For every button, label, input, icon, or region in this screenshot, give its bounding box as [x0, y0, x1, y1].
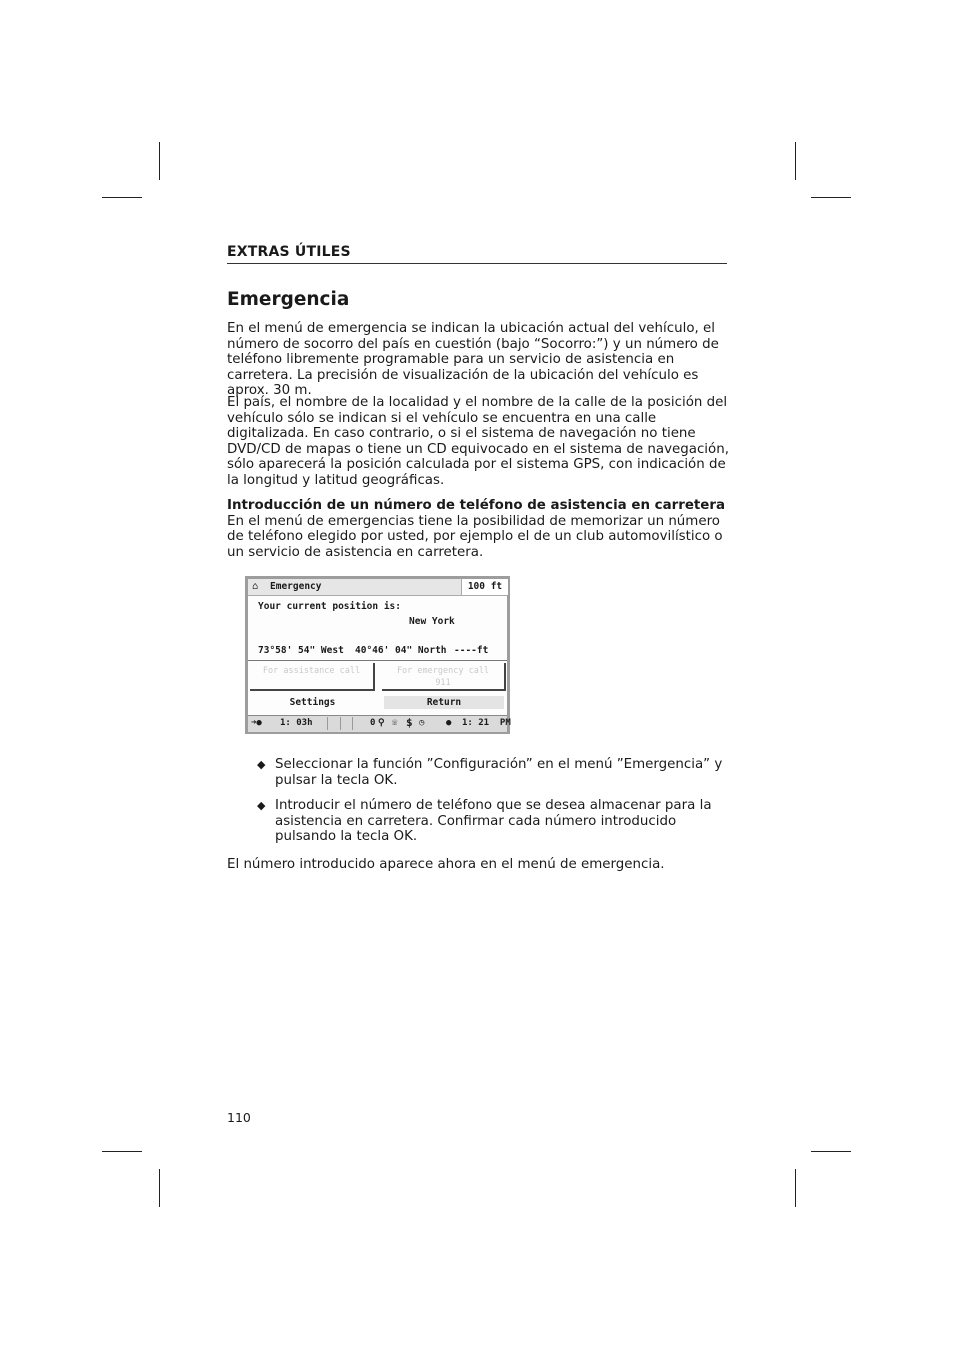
emergency-call-label: For emergency call: [396, 666, 490, 676]
crop-mark: [102, 197, 142, 198]
latitude-value: 40°46' 04" North: [355, 645, 447, 656]
screen-divider: [248, 660, 507, 661]
paragraph-3: [227, 498, 737, 560]
emergency-number: 911: [435, 678, 451, 688]
crop-mark: [102, 1151, 142, 1152]
return-option[interactable]: Return: [384, 696, 504, 709]
phone-icon: ☏: [392, 718, 398, 728]
crop-mark: [159, 142, 160, 180]
list-item: [257, 798, 737, 845]
paragraph-text: El país, el nombre de la localidad y el nombre de la calle de la posición del vehículo sólo se indican si el vehículo se encuentra en una calle digitalizada. En caso contrario, o si el sistema de navegación no tiene DVD/CD de mapas o tiene un CD equivocado en el sistema de navegación, sólo aparecerá la posición calculada por el sistema GPS, con indicación de la longitud y latitud geográficas.: [227, 395, 729, 488]
assistance-call-label: For assistance call: [262, 666, 361, 676]
crop-mark: [811, 197, 851, 198]
paragraph-text: En el menú de emergencias tiene la posibilidad de memorizar un número de teléfono elegido por usted, por ejemplo el de un club automovilístico o un servicio de asistencia en carretera.: [227, 513, 723, 560]
position-label: Your current position is:: [258, 601, 401, 612]
gps-dot-icon: ●: [446, 718, 452, 728]
section-rule: [227, 263, 727, 264]
clock-time: 1: 21 PM: [462, 718, 511, 728]
map-scale: 100 ft: [461, 579, 508, 595]
crop-mark: [795, 142, 796, 180]
crop-mark: [795, 1169, 796, 1207]
route-arrow-icon: ➜●: [251, 718, 262, 728]
closing-text: El número introducido aparece ahora en el menú de emergencia.: [227, 857, 665, 872]
status-divider: [340, 717, 341, 730]
bullet-list: [257, 757, 737, 855]
diamond-bullet-icon: ◆: [257, 799, 266, 812]
status-divider: [327, 717, 328, 730]
emergency-call-button[interactable]: [382, 663, 506, 691]
city-name: New York: [409, 616, 455, 627]
page-title: Emergencia: [227, 289, 350, 310]
satellite-count: 0: [370, 718, 376, 728]
list-item-text: Introducir el número de teléfono que se desea almacenar para la asistencia en carretera. Confirmar cada número introducido pulsando la tecla OK.: [275, 798, 712, 844]
list-item-text: Seleccionar la función ”Configuración” en el menú ”Emergencia” y pulsar la tecla OK.: [275, 757, 723, 788]
screen-display: [248, 579, 511, 731]
longitude-value: 73°58' 54" West: [258, 645, 344, 656]
crop-mark: [159, 1169, 160, 1207]
diamond-bullet-icon: ◆: [257, 758, 266, 771]
screen-titlebar: [248, 579, 507, 596]
route-time: 1: 03h: [280, 718, 313, 728]
navigation-screen: [245, 576, 510, 734]
status-divider: [352, 717, 353, 730]
screen-title: Emergency: [270, 581, 322, 592]
subheading: Introducción de un número de teléfono de asistencia en carretera: [227, 498, 726, 513]
status-bar: [248, 715, 511, 732]
page-number: 110: [227, 1110, 251, 1125]
house-icon: ⌂: [252, 581, 259, 592]
paragraph-2: [227, 395, 737, 488]
section-header: EXTRAS ÚTILES: [227, 244, 351, 260]
paragraph-1: [227, 321, 737, 399]
satellite-icon: ⚲: [378, 718, 385, 728]
clock-icon: ◷: [419, 718, 425, 728]
list-item: [257, 757, 737, 788]
dollar-icon: $: [406, 716, 413, 729]
crop-mark: [811, 1151, 851, 1152]
altitude-value: ----ft: [454, 645, 489, 656]
assistance-call-button[interactable]: [250, 663, 375, 691]
settings-option[interactable]: Settings: [289, 697, 336, 708]
paragraph-text: En el menú de emergencia se indican la ubicación actual del vehículo, el número de socorro del país en cuestión (bajo “Socorro:”) y un número de teléfono libremente programable para un servicio de asistencia en carretera. La precisión de visualización de la ubicación del vehículo es aprox. 30 m.: [227, 321, 719, 398]
